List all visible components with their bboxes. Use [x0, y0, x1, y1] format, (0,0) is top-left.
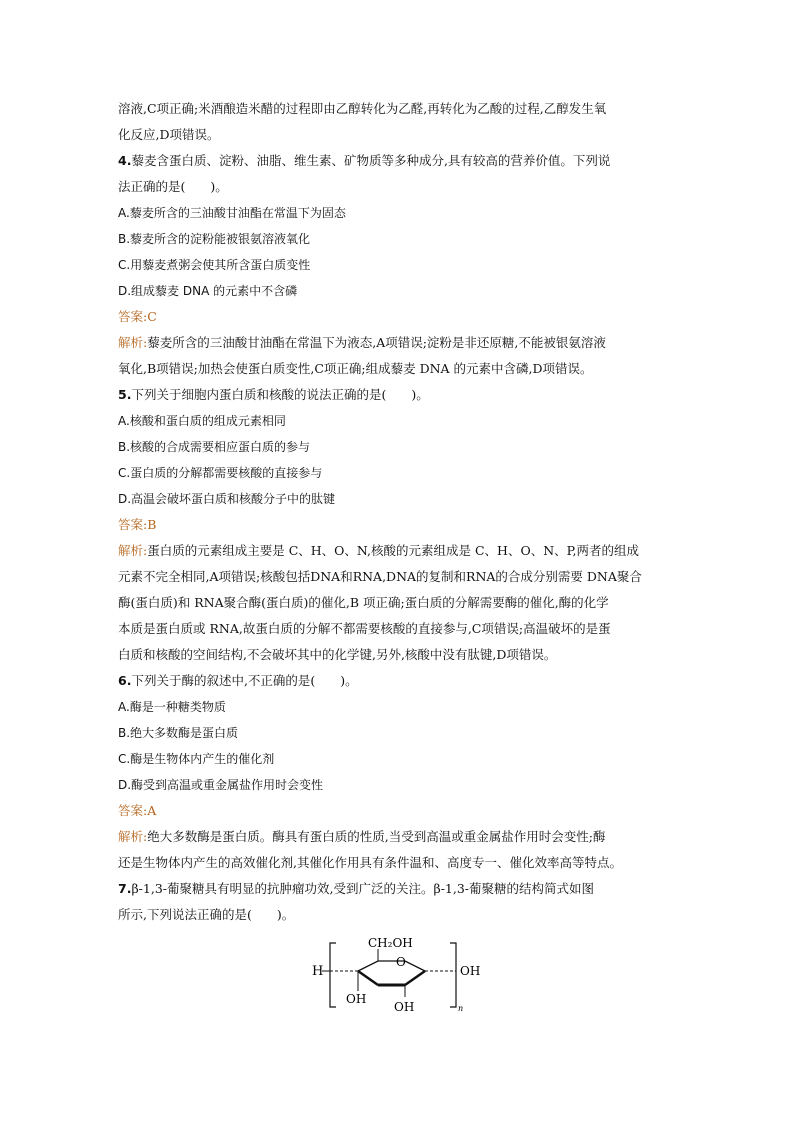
- line-text: C.酶是生物体内产生的催化剂: [118, 752, 275, 766]
- left-bracket: [330, 943, 336, 1007]
- option-line: [118, 772, 678, 798]
- line-text: 酶(蛋白质)和 RNA聚合酶(蛋白质)的催化,B 项正确;蛋白质的分解需要酶的催化,酶的化学: [118, 595, 609, 610]
- analysis-line: [118, 538, 678, 564]
- line-text: A.藜麦所含的三油酸甘油酯在常温下为固态: [118, 206, 346, 220]
- question-number: 4.: [118, 153, 132, 168]
- option-line: [118, 226, 678, 252]
- line-text: D.组成藜麦 DNA 的元素中不含磷: [118, 284, 298, 298]
- right-bracket: [450, 943, 456, 1007]
- line-text: D.高温会破坏蛋白质和核酸分子中的肽键: [118, 492, 336, 506]
- question-number: 5.: [118, 387, 132, 402]
- option-line: [118, 434, 678, 460]
- analysis-line: [118, 824, 678, 850]
- document-page: [118, 96, 678, 928]
- line-text: 还是生物体内产生的高效催化剂,其催化作用具有条件温和、高度专一、催化效率高等特点。: [118, 855, 622, 870]
- line-text: B.核酸的合成需要相应蛋白质的参与: [118, 440, 311, 454]
- option-line: [118, 252, 678, 278]
- analysis-label: 解析:: [118, 829, 148, 844]
- ring-oxygen: O: [396, 955, 406, 969]
- option-line: [118, 200, 678, 226]
- line-text: A.核酸和蛋白质的组成元素相同: [118, 414, 286, 428]
- text-line: [118, 850, 678, 876]
- text-line: [118, 96, 678, 122]
- answer-line: [118, 304, 678, 330]
- line-text: 藜麦含蛋白质、淀粉、油脂、维生素、矿物质等多种成分,具有较高的营养价值。下列说: [131, 153, 611, 168]
- line-text: B.绝大多数酶是蛋白质: [118, 726, 239, 740]
- line-text: 所示,下列说法正确的是( )。: [118, 907, 295, 922]
- option-line: [118, 486, 678, 512]
- line-text: 藜麦所含的三油酸甘油酯在常温下为液态,A项错误;淀粉是非还原糖,不能被银氨溶液: [147, 335, 606, 350]
- line-text: C.蛋白质的分解都需要核酸的直接参与: [118, 466, 323, 480]
- question-line: [118, 668, 678, 694]
- h-atom: H: [312, 964, 324, 979]
- line-text: D.酶受到高温或重金属盐作用时会变性: [118, 778, 324, 792]
- answer-label: 答案:: [118, 309, 148, 324]
- line-text: B: [147, 517, 157, 532]
- line-text: 白质和核酸的空间结构,不会破坏其中的化学键,另外,核酸中没有肽键,D项错误。: [118, 647, 557, 662]
- option-line: [118, 278, 678, 304]
- line-text: 溶液,C项正确;米酒酿造米醋的过程即由乙醇转化为乙醛,再转化为乙酸的过程,乙醇发生氧: [118, 101, 607, 116]
- option-line: [118, 694, 678, 720]
- line-text: 化反应,D项错误。: [118, 127, 220, 142]
- line-text: 元素不完全相同,A项错误;核酸包括DNA和RNA,DNA的复制和RNA的合成分别需要 DNA聚合: [118, 569, 642, 584]
- text-line: [118, 902, 678, 928]
- answer-line: [118, 798, 678, 824]
- text-line: [118, 616, 678, 642]
- text-line: [118, 642, 678, 668]
- answer-label: 答案:: [118, 517, 148, 532]
- option-line: [118, 746, 678, 772]
- answer-label: 答案:: [118, 803, 148, 818]
- glucan-structure-figure: [310, 935, 490, 1015]
- line-text: β-1,3-葡聚糖具有明显的抗肿瘤功效,受到广泛的关注。β-1,3-葡聚糖的结构简式如图: [131, 881, 595, 896]
- repeat-subscript: n: [458, 1004, 464, 1013]
- question-number: 7.: [118, 881, 132, 896]
- text-line: [118, 590, 678, 616]
- line-text: 绝大多数酶是蛋白质。酶具有蛋白质的性质,当受到高温或重金属盐作用时会变性;酶: [147, 829, 606, 844]
- text-line: [118, 564, 678, 590]
- option-line: [118, 460, 678, 486]
- line-text: 下列关于细胞内蛋白质和核酸的说法正确的是( )。: [131, 387, 429, 402]
- text-line: [118, 174, 678, 200]
- ch2oh-group: CH₂OH: [368, 936, 413, 950]
- answer-line: [118, 512, 678, 538]
- question-line: [118, 382, 678, 408]
- text-line: [118, 356, 678, 382]
- analysis-label: 解析:: [118, 543, 148, 558]
- question-number: 6.: [118, 673, 132, 688]
- line-text: B.藜麦所含的淀粉能被银氨溶液氧化: [118, 232, 311, 246]
- question-line: [118, 148, 678, 174]
- oh-bottom: OH: [394, 1000, 415, 1014]
- option-line: [118, 408, 678, 434]
- analysis-label: 解析:: [118, 335, 148, 350]
- sugar-ring: [358, 961, 425, 985]
- option-line: [118, 720, 678, 746]
- oh-right: OH: [460, 964, 481, 978]
- line-text: C.用藜麦煮粥会使其所含蛋白质变性: [118, 258, 311, 272]
- line-text: C: [147, 309, 157, 324]
- oh-left: OH: [346, 992, 367, 1006]
- line-text: 本质是蛋白质或 RNA,故蛋白质的分解不都需要核酸的直接参与,C项错误;高温破坏的是蛋: [118, 621, 611, 636]
- analysis-line: [118, 330, 678, 356]
- line-text: 下列关于酶的叙述中,不正确的是( )。: [131, 673, 358, 688]
- line-text: 氧化,B项错误;加热会使蛋白质变性,C项正确;组成藜麦 DNA 的元素中含磷,D项错误。: [118, 361, 593, 376]
- question-line: [118, 876, 678, 902]
- line-text: 蛋白质的元素组成主要是 C、H、O、N,核酸的元素组成是 C、H、O、N、P,两者的组成: [147, 543, 639, 558]
- text-line: [118, 122, 678, 148]
- line-text: A.酶是一种糖类物质: [118, 700, 226, 714]
- line-text: 法正确的是( )。: [118, 179, 228, 194]
- line-text: A: [147, 803, 157, 818]
